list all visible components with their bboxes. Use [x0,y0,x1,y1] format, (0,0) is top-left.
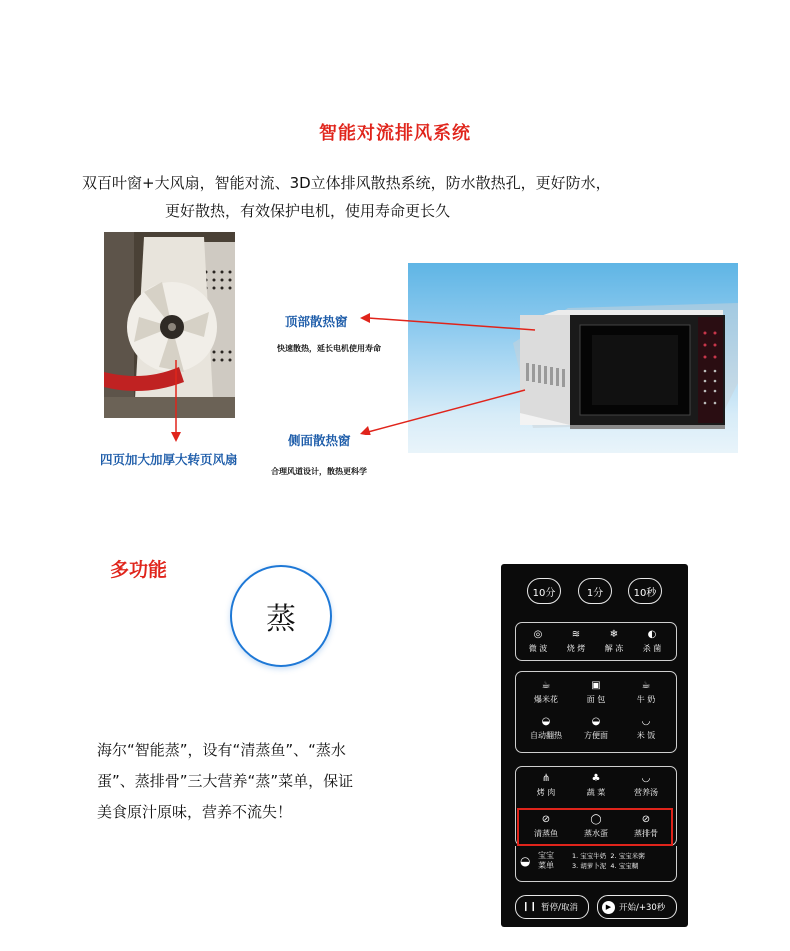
fish-icon: ⊘ [541,814,551,825]
baby-menu-items [572,851,645,871]
button-vegetables[interactable] [576,773,616,798]
button-defrost[interactable] [594,629,634,654]
side-vent-label: 侧面散热窗 [288,433,351,448]
grill-label: 烧 烤 [566,644,586,653]
noodles-icon: ◒ [591,716,601,727]
sterilize-label: 杀 菌 [642,644,662,653]
baby-label-line2: 菜单 [538,861,554,870]
soup-label: 营养汤 [634,788,658,797]
rice-icon: ◡ [641,716,651,727]
button-10sec[interactable]: 10秒 [628,578,662,604]
popcorn-icon: ☕ [541,680,551,691]
steamed-egg-label: 蒸水蛋 [584,829,608,838]
button-soup[interactable] [626,773,666,798]
baby-item-4: 4. 宝宝糊 [610,862,639,870]
section-title-ventilation: 智能对流排风系统 [319,123,471,144]
grill-icon: ≋ [571,629,581,640]
roast-meat-label: 烤 肉 [536,788,556,797]
defrost-icon: ❄ [609,629,619,640]
button-milk[interactable] [626,680,666,705]
baby-menu-group[interactable] [515,846,677,882]
baby-item-2: 2. 宝宝米粥 [610,852,645,860]
baby-label-line1: 宝宝 [538,851,554,860]
button-1min[interactable]: 1分 [578,578,612,604]
steamed-fish-label: 清蒸鱼 [534,829,558,838]
milk-icon: ☕ [641,680,651,691]
top-vent-note: 快速散热，延长电机使用寿命 [277,344,381,353]
defrost-label: 解 冻 [604,644,624,653]
pause-cancel-label: 暂停/取消 [541,903,578,913]
button-popcorn[interactable] [526,680,566,705]
vegetables-icon: ♣ [591,773,601,784]
steamed-ribs-label: 蒸排骨 [634,829,658,838]
steam-menu-highlight [517,808,673,846]
steam-menu-description [97,735,422,828]
button-roast-meat[interactable] [526,773,566,798]
steam-char: 蒸 [266,602,296,637]
start-label: 开始/+30秒 [619,903,666,913]
auto-menu-group [515,671,677,753]
button-bread[interactable] [576,680,616,705]
microwave-label: 微 波 [528,644,548,653]
button-auto-reheat[interactable] [526,716,566,741]
fan-arrow [168,360,184,445]
button-sterilize[interactable] [632,629,672,654]
button-rice[interactable] [626,716,666,741]
button-10min[interactable]: 10分 [527,578,561,604]
roast-meat-icon: ⋔ [541,773,551,784]
bread-label: 面 包 [586,695,606,704]
auto-reheat-label: 自动翻热 [530,731,562,740]
bread-icon: ▣ [591,680,601,691]
vegetables-label: 蔬 菜 [586,788,606,797]
popcorn-label: 爆米花 [534,695,558,704]
steam-desc-line3: 美食原汁原味，营养不流失！ [97,803,293,821]
baby-bowl-icon: ◒ [520,854,531,868]
steam-desc-line1: 海尔“智能蒸”，设有“清蒸鱼”、“蒸水 [97,741,346,759]
ventilation-desc-line2: 更好散热，有效保护电机，使用寿命更长久 [165,202,451,220]
soup-icon: ◡ [641,773,651,784]
top-vent-label: 顶部散热窗 [285,314,348,329]
steam-circle-icon [230,565,332,667]
steam-desc-line2: 蛋”、蒸排骨”三大营养“蒸”菜单，保证 [97,772,354,790]
reheat-icon: ◒ [541,716,551,727]
milk-label: 牛 奶 [636,695,656,704]
start-button[interactable] [597,895,677,919]
baby-menu-label [538,851,554,871]
rice-label: 米 饭 [636,731,656,740]
microwave-icon: ◎ [533,629,543,640]
ribs-icon: ⊘ [641,814,651,825]
button-microwave[interactable] [518,629,558,654]
baby-item-3: 3. 胡萝卜泥 [572,862,607,870]
instant-noodles-label: 方便面 [584,731,608,740]
play-icon: ▶ [602,901,615,914]
sterilize-icon: ◐ [647,629,657,640]
mode-group [515,622,677,661]
side-vent-note: 合理风道设计，散热更科学 [271,467,367,476]
vent-arrows [360,305,540,435]
fan-caption: 四页加大加厚大转页风扇 [100,452,238,467]
ventilation-desc-line1: 双百叶窗+大风扇，智能对流、3D立体排风散热系统，防水散热孔，更好防水， [82,174,611,192]
section-title-multifunction: 多功能 [110,559,168,581]
button-instant-noodles[interactable] [576,716,616,741]
button-grill[interactable] [556,629,596,654]
control-panel [501,564,688,927]
egg-icon: ◯ [590,814,602,825]
pause-cancel-button[interactable] [515,895,589,919]
baby-item-1: 1. 宝宝牛奶 [572,852,607,860]
pause-icon: ❙❙ [522,902,538,912]
